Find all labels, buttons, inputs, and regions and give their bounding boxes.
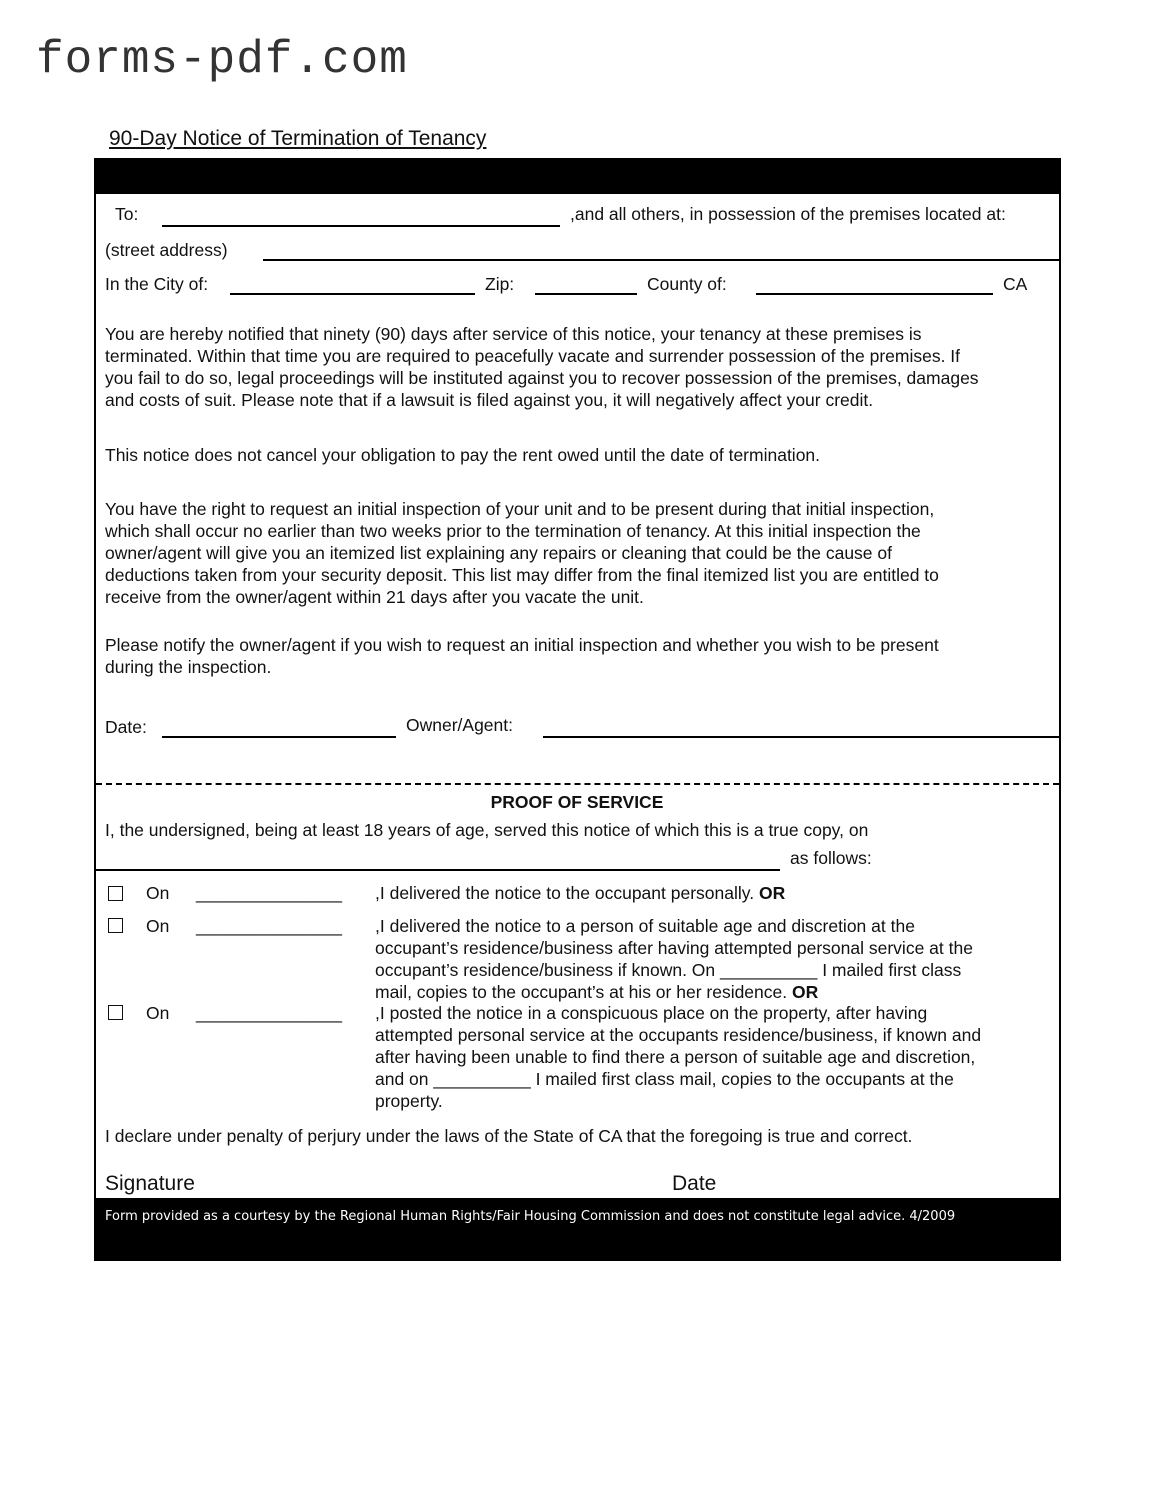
owner-agent-label: Owner/Agent: (406, 715, 513, 735)
header-bar (94, 158, 1061, 194)
option-line (375, 981, 973, 1003)
street-address-field[interactable] (263, 259, 1059, 261)
paragraph-line: You are hereby notified that ninety (90) days after service of this notice, your tenancy at these premises is (105, 324, 922, 344)
cut-line (96, 783, 1059, 785)
date-field[interactable] (162, 736, 396, 738)
option-line: attempted personal service at the occupants residence/business, if known and (375, 1025, 982, 1045)
paragraph-line: You have the right to request an initial inspection of your unit and to be present during that initial inspection, (105, 499, 935, 519)
paragraph-line: terminated. Within that time you are required to peacefully vacate and surrender possession of the premises. If (105, 346, 961, 366)
to-field[interactable] (162, 225, 560, 227)
perjury-declaration: I declare under penalty of perjury under the laws of the State of CA that the foregoing is true and correct. (105, 1126, 913, 1146)
date-label: Date: (105, 717, 147, 737)
option-text: ,I delivered the notice to the occupant personally. (375, 883, 755, 903)
as-follows-label: as follows: (790, 848, 872, 868)
or-label: OR (792, 982, 819, 1002)
paragraph-line: and costs of suit. Please note that if a lawsuit is filed against you, it will negatively affect your credit. (105, 390, 874, 410)
option-text: mail, copies to the occupant’s at his or her residence. (375, 982, 788, 1002)
option-line: property. (375, 1091, 443, 1111)
paragraph-line: during the inspection. (105, 657, 272, 677)
to-suffix: ,and all others, in possession of the premises located at: (570, 204, 1006, 224)
notice-paragraph-3 (105, 498, 939, 608)
on-label: On (146, 916, 170, 936)
city-field[interactable] (230, 293, 475, 295)
state-label: CA (1003, 274, 1028, 294)
checkbox-post-and-mail[interactable] (108, 1005, 123, 1020)
on-date-blank[interactable]: _______________ (196, 1003, 342, 1023)
option-line: occupant’s residence/business after having attempted personal service at the (375, 938, 973, 958)
option-line: and on __________ I mailed first class mail, copies to the occupants at the (375, 1069, 954, 1089)
footer-bar (94, 1198, 1061, 1261)
to-label: To: (115, 204, 139, 224)
notice-paragraph-2: This notice does not cancel your obligation to pay the rent owed until the date of termination. (105, 445, 821, 465)
option-2-text (375, 915, 973, 1003)
notice-paragraph-1 (105, 323, 979, 411)
signature-date-label: Date (672, 1172, 717, 1195)
street-label: (street address) (105, 240, 228, 260)
county-label: County of: (647, 274, 727, 294)
notice-paragraph-4 (105, 634, 939, 678)
watermark: forms-pdf.com (36, 34, 408, 86)
option-line: ,I delivered the notice to a person of suitable age and discretion at the (375, 916, 915, 936)
on-label: On (146, 883, 170, 903)
footer-disclaimer: Form provided as a courtesy by the Regional Human Rights/Fair Housing Commission and does not constitute legal advice. 4/2009 (105, 1209, 956, 1224)
on-date-blank[interactable]: _______________ (196, 916, 342, 936)
on-date-blank[interactable]: _______________ (196, 883, 342, 903)
option-line: ,I posted the notice in a conspicuous place on the property, after having (375, 1003, 928, 1023)
paragraph-line: owner/agent will give you an itemized list explaining any repairs or cleaning that could be the cause of (105, 543, 892, 563)
proof-heading: PROOF OF SERVICE (490, 792, 664, 812)
paragraph-line: you fail to do so, legal proceedings will be instituted against you to recover possession of the premises, damages (105, 368, 979, 388)
option-1-text (375, 882, 785, 904)
proof-intro: I, the undersigned, being at least 18 years of age, served this notice of which this is a true copy, on (105, 820, 869, 840)
city-label: In the City of: (105, 274, 209, 294)
or-label: OR (758, 883, 786, 903)
paragraph-line: which shall occur no earlier than two weeks prior to the termination of tenancy. At this initial inspection the (105, 521, 921, 541)
zip-label: Zip: (485, 274, 515, 294)
option-line: occupant’s residence/business if known. On __________ I mailed first class (375, 960, 962, 980)
checkbox-personal-delivery[interactable] (108, 886, 123, 901)
paragraph-line: deductions taken from your security deposit. This list may differ from the final itemized list you are entitled to (105, 565, 939, 585)
form-title: 90-Day Notice of Termination of Tenancy (109, 127, 487, 150)
service-date-field[interactable] (96, 869, 780, 871)
on-label: On (146, 1003, 170, 1023)
owner-agent-field[interactable] (543, 736, 1059, 738)
paragraph-line: Please notify the owner/agent if you wish to request an initial inspection and whether you wish to be present (105, 635, 939, 655)
zip-field[interactable] (535, 293, 637, 295)
signature-label: Signature (105, 1172, 195, 1195)
option-3-text (375, 1002, 981, 1112)
county-field[interactable] (756, 293, 993, 295)
paragraph-line: receive from the owner/agent within 21 days after you vacate the unit. (105, 587, 644, 607)
option-line: after having been unable to find there a person of suitable age and discretion, (375, 1047, 976, 1067)
checkbox-substitute-service[interactable] (108, 918, 123, 933)
